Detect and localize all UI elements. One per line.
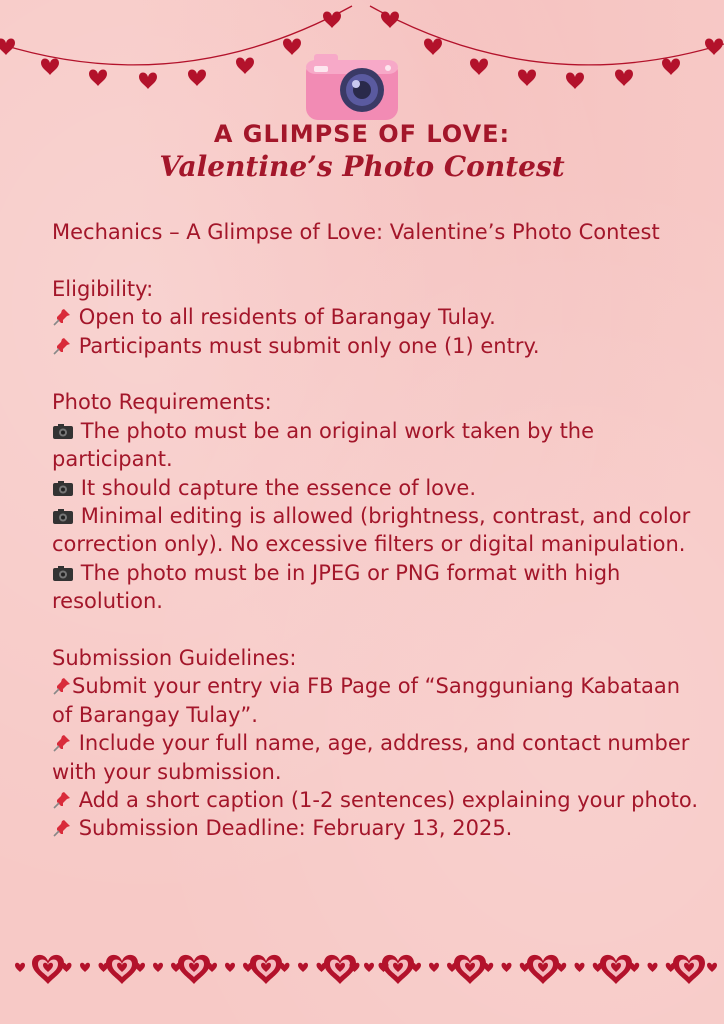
title-line-2: Valentine’s Photo Contest xyxy=(159,150,565,183)
border-heart-small xyxy=(317,963,327,972)
pushpin-icon xyxy=(52,733,72,753)
photo-requirement-item: The photo must be in JPEG or PNG format with high resolution. xyxy=(52,560,621,614)
pushpin-icon xyxy=(52,676,72,696)
border-heart-small xyxy=(556,963,566,972)
mechanics-heading: Mechanics – A Glimpse of Love: Valentine’s Photo Contest xyxy=(52,220,660,244)
border-heart-small xyxy=(225,963,235,972)
border-heart-small xyxy=(411,963,421,972)
border-heart-small xyxy=(575,963,585,972)
pushpin-icon xyxy=(52,790,72,810)
camera-icon xyxy=(52,422,74,440)
photo-requirement-item: Minimal editing is allowed (brightness, contrast, and color correction only). No excessive filters or digital manipulation. xyxy=(52,504,691,557)
photo-requirements-label: Photo Requirements: xyxy=(52,390,272,415)
submission-item: Include your full name, age, address, and contact number with your submission. xyxy=(52,731,690,784)
camera-icon xyxy=(52,564,74,582)
border-heart-small xyxy=(429,963,439,972)
mechanics-content xyxy=(52,218,702,843)
border-heart-small xyxy=(99,963,109,972)
border-heart-small xyxy=(502,963,512,972)
heart-border xyxy=(0,948,724,988)
border-heart-small xyxy=(280,963,290,972)
eligibility-item: Participants must submit only one (1) entry. xyxy=(52,332,702,360)
camera-icon xyxy=(52,479,74,497)
photo-requirement-item: It should capture the essence of love. xyxy=(52,474,702,502)
border-heart-small xyxy=(171,963,181,972)
border-heart-small xyxy=(593,963,603,972)
border-heart-small xyxy=(135,963,145,972)
border-heart-small xyxy=(364,963,374,972)
submission-item: Add a short caption (1-2 sentences) explaining your photo. xyxy=(52,786,702,814)
pushpin-icon xyxy=(52,336,72,356)
camera-icon xyxy=(52,507,74,525)
pink-camera-icon xyxy=(304,50,400,122)
submission-item: Submit your entry via FB Page of “Sangguniang Kabataan of Barangay Tulay”. xyxy=(52,674,681,727)
eligibility-item: Open to all residents of Barangay Tulay. xyxy=(52,303,702,331)
border-heart-small xyxy=(648,963,658,972)
border-heart-small xyxy=(207,963,217,972)
border-heart-small xyxy=(629,963,639,972)
title-line-1: A GLIMPSE OF LOVE: xyxy=(213,120,511,148)
eligibility-label: Eligibility: xyxy=(52,276,154,301)
border-heart-small xyxy=(666,963,676,972)
border-heart-small xyxy=(447,963,457,972)
border-heart-small xyxy=(243,963,253,972)
submission-item: Submission Deadline: February 13, 2025. xyxy=(52,814,702,842)
border-heart-small xyxy=(15,963,25,972)
border-heart-small xyxy=(153,963,163,972)
border-heart-small xyxy=(520,963,530,972)
submission-guidelines-label: Submission Guidelines: xyxy=(52,646,297,671)
border-heart-small xyxy=(483,963,493,972)
pushpin-icon xyxy=(52,307,72,327)
pushpin-icon xyxy=(52,818,72,838)
border-heart-small xyxy=(298,963,308,972)
photo-requirement-item: The photo must be an original work taken by the participant. xyxy=(52,418,595,472)
border-heart-small xyxy=(80,963,90,972)
border-heart-small xyxy=(707,963,717,972)
border-heart-small xyxy=(62,963,72,972)
